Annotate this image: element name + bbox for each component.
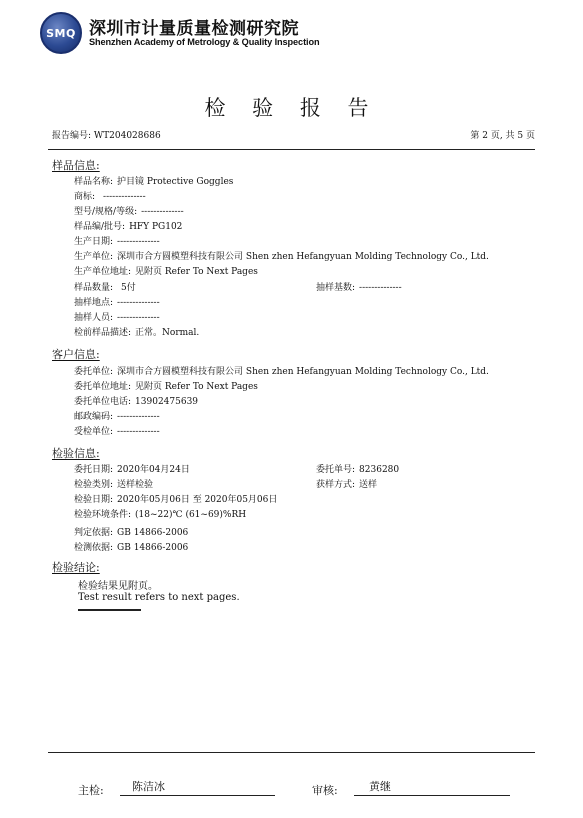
bottom-divider bbox=[48, 752, 535, 753]
field-value: GB 14866-2006 bbox=[117, 528, 189, 538]
field-value: 送样检验 bbox=[117, 480, 154, 490]
reviewer-line bbox=[354, 795, 510, 796]
field-value: 送样 bbox=[359, 480, 378, 490]
field-label: 生产单位地址: bbox=[74, 267, 132, 277]
conclusion-heading: 检验结论: bbox=[52, 561, 100, 574]
report-number: 报告编号: WT204028686 bbox=[52, 131, 161, 141]
model-row bbox=[74, 206, 184, 218]
inspected-unit-row bbox=[74, 426, 160, 438]
producer-row bbox=[74, 251, 489, 263]
reviewer-label: 审核: bbox=[312, 784, 338, 797]
chief-inspector-name: 陈洁冰 bbox=[132, 780, 165, 793]
page-info: 第 2 页, 共 5 页 bbox=[470, 131, 535, 141]
conclusion-underline bbox=[78, 609, 141, 611]
sample-qty-row bbox=[74, 282, 136, 294]
field-value: -------------- bbox=[117, 237, 160, 247]
field-value: (18~22)℃ (61~69)%RH bbox=[135, 510, 247, 520]
field-label: 委托单位电话: bbox=[74, 397, 132, 407]
field-value: 护目镜 Protective Goggles bbox=[117, 177, 234, 187]
environment-row bbox=[74, 509, 246, 521]
field-value: -------------- bbox=[117, 412, 160, 422]
batch-row bbox=[74, 221, 182, 233]
field-label: 生产单位: bbox=[74, 252, 114, 262]
field-value: HFY PG102 bbox=[129, 222, 183, 232]
client-address-row bbox=[74, 381, 258, 393]
commission-date-row bbox=[74, 464, 190, 476]
conclusion-text-en: Test result refers to next pages. bbox=[78, 592, 240, 603]
report-title: 检 验 报 告 bbox=[204, 96, 379, 120]
prod-date-row bbox=[74, 236, 160, 248]
producer-address-row bbox=[74, 266, 258, 278]
field-value: -------------- bbox=[117, 313, 160, 323]
field-value: GB 14866-2006 bbox=[117, 543, 189, 553]
field-label: 样品编/批号: bbox=[74, 222, 126, 232]
test-method-row bbox=[74, 542, 188, 554]
org-name-en: Shenzhen Academy of Metrology & Quality Inspection bbox=[89, 37, 320, 47]
field-label: 商标: bbox=[74, 192, 96, 202]
field-label: 获样方式: bbox=[316, 480, 356, 490]
client-row bbox=[74, 366, 489, 378]
logo-text: SMQ bbox=[46, 26, 76, 40]
judgement-basis-row bbox=[74, 527, 188, 539]
field-label: 委托单位地址: bbox=[74, 382, 132, 392]
field-value: 5付 bbox=[121, 283, 136, 293]
field-label: 生产日期: bbox=[74, 237, 114, 247]
reviewer-name: 黄继 bbox=[369, 780, 391, 793]
field-label: 抽样地点: bbox=[74, 298, 114, 308]
field-label: 抽样人员: bbox=[74, 313, 114, 323]
inspection-category-row bbox=[74, 479, 153, 491]
field-label: 委托日期: bbox=[74, 465, 114, 475]
chief-inspector-line bbox=[120, 795, 275, 796]
field-value: -------------- bbox=[103, 192, 146, 202]
field-label: 委托单位: bbox=[74, 367, 114, 377]
client-info-heading: 客户信息: bbox=[52, 348, 100, 361]
institute-logo bbox=[40, 12, 82, 54]
field-value: 正常。Normal. bbox=[135, 328, 200, 338]
client-phone-row bbox=[74, 396, 198, 408]
field-value: -------------- bbox=[141, 207, 184, 217]
commission-no-row bbox=[316, 464, 399, 476]
field-value: 深圳市合方圆模塑科技有限公司 Shen zhen Hefangyuan Molding Technology Co., Ltd. bbox=[117, 367, 489, 377]
field-label: 型号/规格/等级: bbox=[74, 207, 138, 217]
field-label: 检验日期: bbox=[74, 495, 114, 505]
field-label: 邮政编码: bbox=[74, 412, 114, 422]
field-value: -------------- bbox=[117, 427, 160, 437]
conclusion-text-cn: 检验结果见附页。 bbox=[78, 581, 158, 592]
sampling-person-row bbox=[74, 312, 160, 324]
field-value: 8236280 bbox=[359, 465, 400, 475]
field-label: 判定依据: bbox=[74, 528, 114, 538]
test-date-row bbox=[74, 494, 277, 506]
field-label: 受检单位: bbox=[74, 427, 114, 437]
field-value: 见附页 Refer To Next Pages bbox=[135, 382, 258, 392]
sample-description-row bbox=[74, 327, 199, 339]
field-value: 深圳市合方圆模塑科技有限公司 Shen zhen Hefangyuan Molding Technology Co., Ltd. bbox=[117, 252, 489, 262]
sampling-place-row bbox=[74, 297, 160, 309]
sample-info-heading: 样品信息: bbox=[52, 159, 100, 172]
chief-inspector-label: 主检: bbox=[78, 784, 104, 797]
field-value: -------------- bbox=[117, 298, 160, 308]
field-label: 样品名称: bbox=[74, 177, 114, 187]
top-divider bbox=[48, 149, 535, 150]
trademark-row bbox=[74, 191, 146, 203]
field-label: 检测依据: bbox=[74, 543, 114, 553]
field-value: 13902475639 bbox=[135, 397, 199, 407]
field-label: 检验类别: bbox=[74, 480, 114, 490]
obtain-method-row bbox=[316, 479, 377, 491]
field-value: -------------- bbox=[359, 283, 402, 293]
field-label: 委托单号: bbox=[316, 465, 356, 475]
field-value: 见附页 Refer To Next Pages bbox=[135, 267, 258, 277]
field-value: 2020年04月24日 bbox=[117, 465, 190, 475]
org-name-cn: 深圳市计量质量检测研究院 bbox=[89, 19, 299, 39]
sampling-base-row bbox=[316, 282, 402, 294]
inspection-info-heading: 检验信息: bbox=[52, 447, 100, 460]
field-label: 检验环境条件: bbox=[74, 510, 132, 520]
postal-code-row bbox=[74, 411, 160, 423]
field-value: 2020年05月06日 至 2020年05月06日 bbox=[117, 495, 278, 505]
field-label: 抽样基数: bbox=[316, 283, 356, 293]
field-label: 检前样品描述: bbox=[74, 328, 132, 338]
field-label: 样品数量: bbox=[74, 283, 114, 293]
sample-name-row bbox=[74, 176, 233, 188]
